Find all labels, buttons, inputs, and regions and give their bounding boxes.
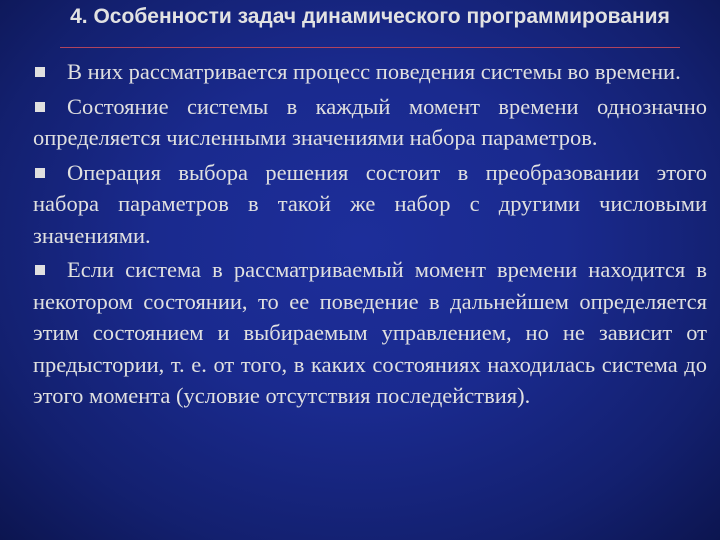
bullet-item <box>33 91 707 154</box>
square-bullet-icon <box>35 168 45 178</box>
bullet-item <box>33 157 707 252</box>
bullet-list <box>33 56 707 415</box>
slide-title: 4. Особенности задач динамического программирования <box>70 6 670 28</box>
title-divider <box>60 47 680 48</box>
square-bullet-icon <box>35 265 45 275</box>
bullet-text: Если система в рассматриваемый момент времени находится в некотором состоянии, то ее поведение в дальнейшем определяется этим состоянием и выбираемым управлением, но не зависит от предыстории, т. е. от того, в каких состояниях находилась система до этого момента (условие отсутствия последействия). <box>33 257 707 408</box>
square-bullet-icon <box>35 102 45 112</box>
bullet-item <box>33 254 707 412</box>
bullet-text: В них рассматривается процесс поведения системы во времени. <box>67 59 681 84</box>
bullet-item <box>33 56 707 88</box>
square-bullet-icon <box>35 67 45 77</box>
bullet-text: Состояние системы в каждый момент времени однозначно определяется численными значениями набора параметров. <box>33 93 707 150</box>
bullet-text: Операция выбора решения состоит в преобразовании этого набора параметров в такой же набор с другими числовыми значениями. <box>33 159 707 248</box>
